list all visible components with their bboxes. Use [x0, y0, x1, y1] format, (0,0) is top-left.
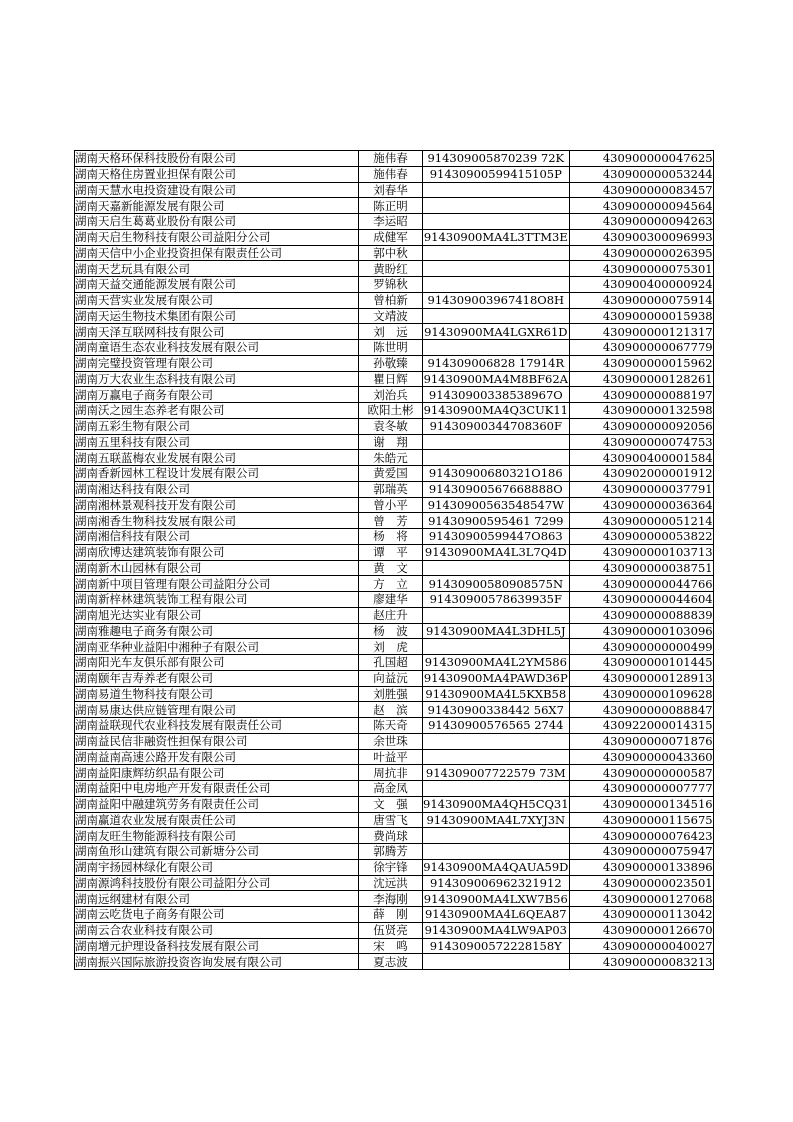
- credit-code-cell: 91430900567668888O: [423, 481, 570, 497]
- credit-code-cell: [423, 214, 570, 230]
- legal-representative-cell: 袁冬敏: [359, 418, 423, 434]
- registration-number-cell: 430900000000499: [569, 639, 713, 655]
- credit-code-cell: 914309003967418O8H: [423, 292, 570, 308]
- legal-representative-cell: 费尚球: [359, 828, 423, 844]
- legal-representative-cell: 陈正明: [359, 198, 423, 214]
- company-name-cell: 湖南天启生物科技有限公司益阳分公司: [75, 229, 359, 245]
- legal-representative-cell: 周抗非: [359, 765, 423, 781]
- table-row: [75, 592, 714, 608]
- credit-code-cell: 91430900MA4L3TTM3E: [423, 230, 568, 245]
- legal-representative-cell: 刘 远: [359, 324, 423, 340]
- company-name-cell: 湖南益阳康辉纺织品有限公司: [75, 765, 359, 781]
- credit-code-cell: 914309006828 17914R: [423, 355, 570, 371]
- legal-representative-cell: 文靖波: [359, 308, 423, 324]
- company-name-cell: 湖南旭光达实业有限公司: [75, 607, 359, 623]
- registration-number-cell: 430902000001912: [569, 466, 713, 482]
- registration-number-cell: 430900000103713: [569, 544, 713, 560]
- table-row: [75, 875, 714, 891]
- credit-code-cell: 91430900680321O186: [423, 466, 570, 482]
- registration-number-cell: 430900000040027: [569, 938, 713, 954]
- table-row: [75, 922, 714, 938]
- credit-code-cell: 91430900MA4LGXR61D: [424, 324, 568, 339]
- table-row: [75, 544, 714, 560]
- company-name-cell: 湖南益南高速公路开发有限公司: [75, 749, 359, 765]
- legal-representative-cell: 刘 虎: [359, 639, 423, 655]
- table-row: [75, 702, 714, 718]
- company-name-cell: 湖南源鸿科技股份有限公司益阳分公司: [75, 875, 359, 891]
- legal-representative-cell: 向益沅: [359, 670, 423, 686]
- legal-representative-cell: 刘治兵: [359, 387, 423, 403]
- company-name-cell: 湖南颐年吉寿养老有限公司: [75, 670, 359, 686]
- credit-code-cell: [423, 434, 570, 450]
- company-name-cell: 湖南赢道农业发展有限责任公司: [75, 812, 359, 828]
- legal-representative-cell: 瞿日辉: [359, 371, 423, 387]
- table-row: [75, 324, 714, 340]
- table-row: [75, 418, 714, 434]
- company-name-cell: 湖南天运生物技术集团有限公司: [75, 308, 359, 324]
- legal-representative-cell: 李运昭: [359, 214, 423, 230]
- credit-code-cell: [423, 277, 570, 293]
- credit-code-cell: 914309006962321912: [423, 875, 570, 891]
- credit-code-cell: 91430900MA4L3DHL5J: [423, 623, 570, 639]
- company-name-cell: 湖南新梓林建筑装饰工程有限公司: [75, 592, 359, 608]
- table-row: [75, 529, 714, 545]
- registration-number-cell: 430900000083457: [569, 182, 713, 198]
- credit-code-cell: 91430900595461 7299: [423, 513, 570, 529]
- credit-code-cell: 914309005870239 72K: [423, 151, 570, 167]
- credit-code-cell: 91430900MA4LXW7B56: [423, 891, 568, 906]
- registration-number-cell: 430900000088839: [569, 607, 713, 623]
- registration-number-cell: 430922000014315: [569, 718, 713, 734]
- credit-code-cell: [423, 308, 570, 324]
- registration-number-cell: 430900000088847: [569, 702, 713, 718]
- table-row: [75, 371, 714, 387]
- company-name-cell: 湖南湘达科技有限公司: [75, 481, 359, 497]
- company-name-cell: 湖南振兴国际旅游投资咨询发展有限公司: [75, 954, 359, 970]
- credit-code-cell: [423, 844, 570, 860]
- table-row: [75, 844, 714, 860]
- company-name-cell: 湖南新木山园林有限公司: [75, 560, 359, 576]
- table-row: [75, 198, 714, 214]
- legal-representative-cell: 孙敬臻: [359, 355, 423, 371]
- registration-number-cell: 430900000132598: [569, 403, 713, 419]
- registration-number-cell: 430900000075947: [569, 844, 713, 860]
- company-name-cell: 湖南香新园林工程设计发展有限公司: [75, 466, 359, 482]
- company-name-cell: 湖南万赢电子商务有限公司: [75, 387, 359, 403]
- legal-representative-cell: 黄盼红: [359, 261, 423, 277]
- registration-number-cell: 430900000128913: [569, 670, 713, 686]
- registration-number-cell: 430900000083213: [569, 954, 713, 970]
- table-row: [75, 655, 714, 671]
- legal-representative-cell: 叶益平: [359, 749, 423, 765]
- registration-number-cell: 430900000094263: [569, 214, 713, 230]
- table-row: [75, 387, 714, 403]
- credit-code-cell: [423, 607, 570, 623]
- table-row: [75, 670, 714, 686]
- registration-number-cell: 430900000075301: [569, 261, 713, 277]
- registration-number-cell: 430900000044604: [569, 592, 713, 608]
- legal-representative-cell: 刘春华: [359, 182, 423, 198]
- credit-code-cell: [423, 450, 570, 466]
- credit-code-cell: [423, 245, 570, 261]
- table-row: [75, 182, 714, 198]
- company-name-cell: 湖南鱼形山建筑有限公司新塘分公司: [75, 844, 359, 860]
- legal-representative-cell: 伍贤亮: [359, 922, 423, 938]
- company-name-cell: 湖南易康达供应链管理有限公司: [75, 702, 359, 718]
- table-row: [75, 229, 714, 245]
- registration-number-cell: 430900000051214: [569, 513, 713, 529]
- table-row: [75, 214, 714, 230]
- credit-code-cell: 914309007722579 73M: [423, 765, 570, 781]
- company-name-cell: 湖南天益交通能源发展有限公司: [75, 277, 359, 293]
- credit-code-cell: 91430900572228158Y: [423, 938, 570, 954]
- company-name-cell: 湖南亚华种业益阳中湘种子有限公司: [75, 639, 359, 655]
- table-row: [75, 308, 714, 324]
- registration-number-cell: 430900000101445: [569, 655, 713, 671]
- registration-number-cell: 430900000075914: [569, 292, 713, 308]
- table-row: [75, 859, 714, 875]
- registration-number-cell: 430900400000924: [569, 277, 713, 293]
- company-name-cell: 湖南天慧水电投资建设有限公司: [75, 182, 359, 198]
- company-name-cell: 湖南益民信非融资性担保有限公司: [75, 733, 359, 749]
- company-name-cell: 湖南湘林景观科技开发有限公司: [75, 497, 359, 513]
- registration-number-cell: 430900000115675: [569, 812, 713, 828]
- registration-number-cell: 430900000126670: [569, 922, 713, 938]
- registration-number-cell: 430900300096993: [569, 229, 713, 245]
- credit-code-cell: 91430900MA4L6QEA87: [423, 907, 570, 923]
- legal-representative-cell: 谭 平: [359, 544, 423, 560]
- legal-representative-cell: 黄 文: [359, 560, 423, 576]
- enterprise-register-table: [74, 150, 714, 970]
- company-name-cell: 湖南天信中小企业投资担保有限责任公司: [75, 245, 359, 261]
- registration-number-cell: 430900000007777: [569, 781, 713, 797]
- company-name-cell: 湖南新中项目管理有限公司益阳分公司: [75, 576, 359, 592]
- table-row: [75, 765, 714, 781]
- company-name-cell: 湖南五彩生物有限公司: [75, 418, 359, 434]
- credit-code-cell: [423, 749, 570, 765]
- credit-code-cell: 91430900563548547W: [423, 497, 570, 513]
- registration-number-cell: 430900000134516: [569, 796, 713, 812]
- table-row: [75, 340, 714, 356]
- legal-representative-cell: 杨 将: [359, 529, 423, 545]
- registration-number-cell: 430900000088197: [569, 387, 713, 403]
- table-row: [75, 151, 714, 167]
- company-name-cell: 湖南欣博达建筑装饰有限公司: [75, 544, 359, 560]
- company-name-cell: 湖南益阳中电房地产开发有限责任公司: [75, 781, 359, 797]
- table-row: [75, 292, 714, 308]
- legal-representative-cell: 罗锦秋: [359, 277, 423, 293]
- registration-number-cell: 430900400001584: [569, 450, 713, 466]
- company-name-cell: 湖南天格住房置业担保有限公司: [75, 166, 359, 182]
- credit-code-cell: [423, 560, 570, 576]
- registration-number-cell: 430900000053822: [569, 529, 713, 545]
- table-row: [75, 481, 714, 497]
- company-name-cell: 湖南五联蓝梅农业发展有限公司: [75, 450, 359, 466]
- credit-code-cell: 91430900MA4L7XYJ3N: [423, 812, 570, 828]
- legal-representative-cell: 宋 鸣: [359, 938, 423, 954]
- legal-representative-cell: 黄爱国: [359, 466, 423, 482]
- table-row: [75, 828, 714, 844]
- registration-number-cell: 430900000023501: [569, 875, 713, 891]
- legal-representative-cell: 廖建华: [359, 592, 423, 608]
- company-name-cell: 湖南易道生物科技有限公司: [75, 686, 359, 702]
- table-row: [75, 733, 714, 749]
- registration-number-cell: 430900000074753: [569, 434, 713, 450]
- registration-number-cell: 430900000015962: [569, 355, 713, 371]
- table-row: [75, 434, 714, 450]
- registration-number-cell: 430900000094564: [569, 198, 713, 214]
- table-row: [75, 781, 714, 797]
- company-name-cell: 湖南友旺生物能源科技有限公司: [75, 828, 359, 844]
- table-row: [75, 749, 714, 765]
- credit-code-cell: [423, 198, 570, 214]
- company-name-cell: 湖南雅趣电子商务有限公司: [75, 623, 359, 639]
- register-table-body: [75, 151, 714, 970]
- company-name-cell: 湖南童语生态农业科技发展有限公司: [75, 340, 359, 356]
- credit-code-cell: 91430900599415105P: [423, 166, 570, 182]
- legal-representative-cell: 陈天奇: [359, 718, 423, 734]
- company-name-cell: 湖南宇扬园林绿化有限公司: [75, 859, 359, 875]
- table-row: [75, 261, 714, 277]
- credit-code-cell: 91430900MA4L2YM586: [423, 655, 570, 671]
- legal-representative-cell: 欧阳土彬: [359, 403, 423, 419]
- legal-representative-cell: 徐宇锋: [359, 859, 423, 875]
- company-name-cell: 湖南万大农业生态科技有限公司: [75, 371, 359, 387]
- table-row: [75, 954, 714, 970]
- credit-code-cell: 91430900338538967O: [423, 387, 570, 403]
- legal-representative-cell: 余世珠: [359, 733, 423, 749]
- registration-number-cell: 430900000000587: [569, 765, 713, 781]
- registration-number-cell: 430900000026395: [569, 245, 713, 261]
- table-row: [75, 450, 714, 466]
- credit-code-cell: 91430900338442 56X7: [423, 702, 570, 718]
- legal-representative-cell: 高金凤: [359, 781, 423, 797]
- legal-representative-cell: 杨 波: [359, 623, 423, 639]
- company-name-cell: 湖南沃之园生态养老有限公司: [75, 403, 359, 419]
- registration-number-cell: 430900000038751: [569, 560, 713, 576]
- credit-code-cell: 91430900580908575N: [423, 576, 570, 592]
- credit-code-cell: 91430900599447O863: [423, 529, 570, 545]
- legal-representative-cell: 赵庄升: [359, 607, 423, 623]
- legal-representative-cell: 施伟春: [359, 151, 423, 167]
- legal-representative-cell: 陈世明: [359, 340, 423, 356]
- credit-code-cell: 91430900MA4M8BF62A: [423, 371, 568, 386]
- registration-number-cell: 430900000128261: [569, 371, 713, 387]
- registration-number-cell: 430900000053244: [569, 166, 713, 182]
- registration-number-cell: 430900000103096: [569, 623, 713, 639]
- credit-code-cell: [423, 781, 570, 797]
- credit-code-cell: 91430900344708360F: [423, 418, 570, 434]
- legal-representative-cell: 曾小平: [359, 497, 423, 513]
- table-row: [75, 812, 714, 828]
- legal-representative-cell: 孔国超: [359, 655, 423, 671]
- legal-representative-cell: 刘胜强: [359, 686, 423, 702]
- legal-representative-cell: 唐雪飞: [359, 812, 423, 828]
- legal-representative-cell: 薛 刚: [359, 907, 423, 923]
- registration-number-cell: 430900000092056: [569, 418, 713, 434]
- legal-representative-cell: 施伟春: [359, 166, 423, 182]
- registration-number-cell: 430900000067779: [569, 340, 713, 356]
- registration-number-cell: 430900000036364: [569, 497, 713, 513]
- table-row: [75, 938, 714, 954]
- credit-code-cell: 91430900MA4Q3CUK11: [423, 403, 568, 418]
- credit-code-cell: 91430900576565 2744: [423, 718, 570, 734]
- credit-code-cell: [423, 733, 570, 749]
- company-name-cell: 湖南云吃货电子商务有限公司: [75, 907, 359, 923]
- company-name-cell: 湖南湘信科技有限公司: [75, 529, 359, 545]
- table-row: [75, 560, 714, 576]
- table-row: [75, 686, 714, 702]
- credit-code-cell: [423, 639, 570, 655]
- credit-code-cell: 91430900MA4QAUA59D: [423, 860, 569, 875]
- legal-representative-cell: 李海刚: [359, 891, 423, 907]
- company-name-cell: 湖南天艺玩具有限公司: [75, 261, 359, 277]
- table-row: [75, 277, 714, 293]
- company-name-cell: 湖南远纲建材有限公司: [75, 891, 359, 907]
- legal-representative-cell: 夏志波: [359, 954, 423, 970]
- company-name-cell: 湖南云合农业科技有限公司: [75, 922, 359, 938]
- legal-representative-cell: 方 立: [359, 576, 423, 592]
- legal-representative-cell: 赵 滨: [359, 702, 423, 718]
- registration-number-cell: 430900000071876: [569, 733, 713, 749]
- registration-number-cell: 430900000113042: [569, 907, 713, 923]
- registration-number-cell: 430900000043360: [569, 749, 713, 765]
- table-row: [75, 796, 714, 812]
- company-name-cell: 湖南湘香生物科技发展有限公司: [75, 513, 359, 529]
- company-name-cell: 湖南增元护理设备科技发展有限公司: [75, 938, 359, 954]
- company-name-cell: 湖南天嘉新能源发展有限公司: [75, 198, 359, 214]
- company-name-cell: 湖南完璧投资管理有限公司: [75, 355, 359, 371]
- legal-representative-cell: 文 强: [359, 796, 423, 812]
- credit-code-cell: 91430900MA4L5KXB58: [423, 686, 570, 702]
- table-row: [75, 466, 714, 482]
- registration-number-cell: 430900000015938: [569, 308, 713, 324]
- table-row: [75, 166, 714, 182]
- registration-number-cell: 430900000037791: [569, 481, 713, 497]
- company-name-cell: 湖南阳光车友俱乐部有限公司: [75, 655, 359, 671]
- legal-representative-cell: 郭中秋: [359, 245, 423, 261]
- legal-representative-cell: 郭瑞英: [359, 481, 423, 497]
- company-name-cell: 湖南天格环保科技股份有限公司: [75, 151, 359, 167]
- credit-code-cell: [423, 828, 570, 844]
- table-row: [75, 513, 714, 529]
- company-name-cell: 湖南五里科技有限公司: [75, 434, 359, 450]
- credit-code-cell: 91430900MA4PAWD36P: [423, 671, 568, 686]
- table-row: [75, 403, 714, 419]
- legal-representative-cell: 曾 芳: [359, 513, 423, 529]
- legal-representative-cell: 朱皓元: [359, 450, 423, 466]
- registration-number-cell: 430900000109628: [569, 686, 713, 702]
- credit-code-cell: 91430900578639935F: [423, 592, 570, 608]
- table-row: [75, 623, 714, 639]
- company-name-cell: 湖南益联现代农业科技发展有限责任公司: [75, 718, 359, 734]
- table-row: [75, 891, 714, 907]
- table-row: [75, 497, 714, 513]
- table-row: [75, 245, 714, 261]
- registration-number-cell: 430900000044766: [569, 576, 713, 592]
- credit-code-cell: [423, 954, 570, 970]
- table-row: [75, 355, 714, 371]
- legal-representative-cell: 谢 翔: [359, 434, 423, 450]
- credit-code-cell: 91430900MA4QH5CQ31: [423, 797, 569, 812]
- credit-code-cell: [423, 261, 570, 277]
- table-row: [75, 576, 714, 592]
- company-name-cell: 湖南益阳中融建筑劳务有限责任公司: [75, 796, 359, 812]
- table-row: [75, 907, 714, 923]
- table-row: [75, 607, 714, 623]
- registration-number-cell: 430900000121317: [569, 324, 713, 340]
- legal-representative-cell: 沈远洪: [359, 875, 423, 891]
- registration-number-cell: 430900000133896: [569, 859, 713, 875]
- legal-representative-cell: 成健军: [359, 229, 423, 245]
- company-name-cell: 湖南天泽互联网科技有限公司: [75, 324, 359, 340]
- table-row: [75, 718, 714, 734]
- table-row: [75, 639, 714, 655]
- company-name-cell: 湖南天营实业发展有限公司: [75, 292, 359, 308]
- legal-representative-cell: 曾柏新: [359, 292, 423, 308]
- registration-number-cell: 430900000127068: [569, 891, 713, 907]
- registration-number-cell: 430900000076423: [569, 828, 713, 844]
- legal-representative-cell: 郭腾芳: [359, 844, 423, 860]
- credit-code-cell: 91430900MA4LW9AP03: [423, 922, 570, 938]
- credit-code-cell: 91430900MA4L3L7Q4D: [423, 544, 570, 560]
- credit-code-cell: [423, 182, 570, 198]
- company-name-cell: 湖南天启生葛葛业股份有限公司: [75, 214, 359, 230]
- registration-number-cell: 430900000047625: [569, 151, 713, 167]
- credit-code-cell: [423, 340, 570, 356]
